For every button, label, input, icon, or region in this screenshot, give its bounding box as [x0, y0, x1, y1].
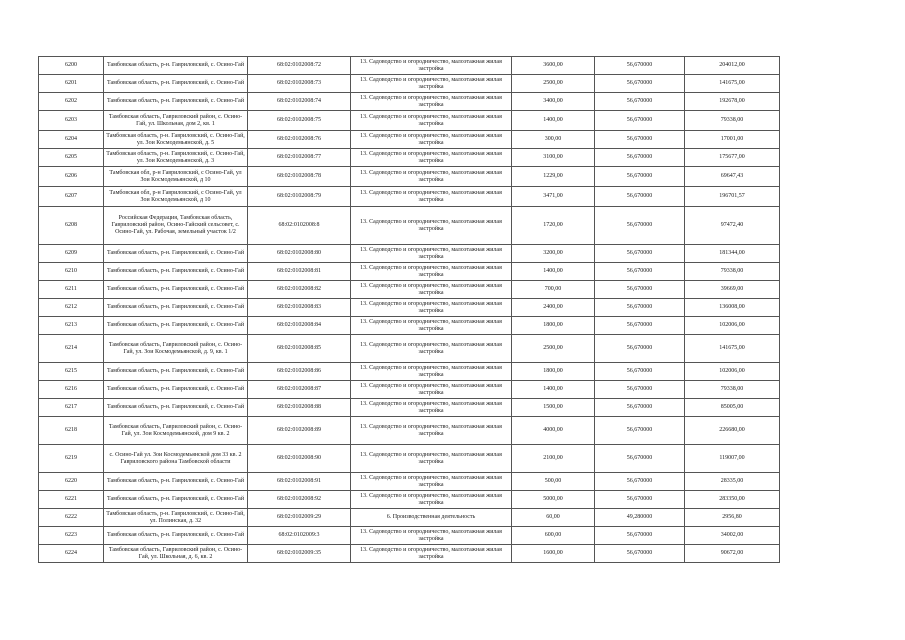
land-use-cell: 13. Садоводство и огородничество, малоэтажная жилая застройка: [351, 417, 512, 445]
cadastral-value-table: [38, 56, 780, 563]
area-cell: 1800,00: [512, 317, 595, 335]
area-cell: 1400,00: [512, 263, 595, 281]
cadastral-value-cell: 192678,00: [685, 93, 780, 111]
cadastral-number-cell: 68:02:0102008:79: [248, 187, 351, 207]
address-cell: Тамбовская обл, р-н Гавриловский, с Осино-Гай, ул Зои Космодемьянской, д 10: [104, 167, 248, 187]
area-cell: 1400,00: [512, 381, 595, 399]
specific-value-cell: 56,670000: [595, 363, 685, 381]
address-cell: Тамбовская область, р-н. Гавриловский, с. Осино-Гай: [104, 399, 248, 417]
table-row: [39, 131, 780, 149]
cadastral-number-cell: 68:02:0102008:91: [248, 473, 351, 491]
cadastral-value-cell: 69647,43: [685, 167, 780, 187]
table-row: [39, 111, 780, 131]
table-body: [39, 57, 780, 563]
specific-value-cell: 56,670000: [595, 207, 685, 245]
cadastral-number-cell: 68:02:0102008:81: [248, 263, 351, 281]
cadastral-number-cell: 68:02:0102008:92: [248, 491, 351, 509]
table-row: [39, 299, 780, 317]
table-row: [39, 149, 780, 167]
land-use-cell: 13. Садоводство и огородничество, малоэтажная жилая застройка: [351, 281, 512, 299]
land-use-cell: 13. Садоводство и огородничество, малоэтажная жилая застройка: [351, 399, 512, 417]
land-use-cell: 13. Садоводство и огородничество, малоэтажная жилая застройка: [351, 527, 512, 545]
address-cell: Тамбовская область, р-н. Гавриловский, с. Осино-Гай: [104, 317, 248, 335]
specific-value-cell: 56,670000: [595, 417, 685, 445]
area-cell: 2400,00: [512, 299, 595, 317]
row-number-cell: 6205: [39, 149, 104, 167]
table-row: [39, 187, 780, 207]
cadastral-value-cell: 136008,00: [685, 299, 780, 317]
specific-value-cell: 56,670000: [595, 75, 685, 93]
cadastral-value-cell: 97472,40: [685, 207, 780, 245]
address-cell: Тамбовская область, р-н. Гавриловский, с. Осино-Гай, ул. Полинская, д. 32: [104, 509, 248, 527]
land-use-cell: 13. Садоводство и огородничество, малоэтажная жилая застройка: [351, 111, 512, 131]
cadastral-value-cell: 79338,00: [685, 111, 780, 131]
area-cell: 500,00: [512, 473, 595, 491]
cadastral-number-cell: 68:02:0102008:87: [248, 381, 351, 399]
cadastral-number-cell: 68:02:0102008:83: [248, 299, 351, 317]
address-cell: с. Осино-Гай ул. Зои Космодемьянской дом 33 кв. 2 Гавриловского района Тамбовской области: [104, 445, 248, 473]
area-cell: 3200,00: [512, 245, 595, 263]
cadastral-value-cell: 204012,00: [685, 57, 780, 75]
table-row: [39, 527, 780, 545]
land-use-cell: 13. Садоводство и огородничество, малоэтажная жилая застройка: [351, 491, 512, 509]
cadastral-value-cell: 283350,00: [685, 491, 780, 509]
address-cell: Тамбовская область, р-н. Гавриловский, с. Осино-Гай: [104, 381, 248, 399]
specific-value-cell: 56,670000: [595, 399, 685, 417]
specific-value-cell: 56,670000: [595, 245, 685, 263]
address-cell: Тамбовская область, р-н. Гавриловский, с. Осино-Гай: [104, 299, 248, 317]
table-row: [39, 167, 780, 187]
area-cell: 3100,00: [512, 149, 595, 167]
specific-value-cell: 56,670000: [595, 167, 685, 187]
table-row: [39, 75, 780, 93]
land-use-cell: 13. Садоводство и огородничество, малоэтажная жилая застройка: [351, 317, 512, 335]
row-number-cell: 6208: [39, 207, 104, 245]
land-use-cell: 13. Садоводство и огородничество, малоэтажная жилая застройка: [351, 381, 512, 399]
cadastral-value-cell: 34002,00: [685, 527, 780, 545]
row-number-cell: 6216: [39, 381, 104, 399]
land-use-cell: 13. Садоводство и огородничество, малоэтажная жилая застройка: [351, 131, 512, 149]
land-use-cell: 13. Садоводство и огородничество, малоэтажная жилая застройка: [351, 263, 512, 281]
row-number-cell: 6203: [39, 111, 104, 131]
address-cell: Тамбовская область, Гавриловский район, с. Осино-Гай, ул. Школьная, дом 2, кв. 1: [104, 111, 248, 131]
cadastral-number-cell: 68:02:0102008:77: [248, 149, 351, 167]
area-cell: 2500,00: [512, 75, 595, 93]
table-row: [39, 509, 780, 527]
table-row: [39, 445, 780, 473]
specific-value-cell: 49,280000: [595, 509, 685, 527]
cadastral-value-cell: 102006,00: [685, 363, 780, 381]
address-cell: Тамбовская область, р-н. Гавриловский, с. Осино-Гай: [104, 363, 248, 381]
cadastral-number-cell: 68:02:0102008:74: [248, 93, 351, 111]
cadastral-value-cell: 102006,00: [685, 317, 780, 335]
cadastral-number-cell: 68:02:0102008:72: [248, 57, 351, 75]
row-number-cell: 6222: [39, 509, 104, 527]
area-cell: 600,00: [512, 527, 595, 545]
cadastral-value-cell: 90672,00: [685, 545, 780, 563]
table-row: [39, 399, 780, 417]
specific-value-cell: 56,670000: [595, 281, 685, 299]
table-row: [39, 281, 780, 299]
land-use-cell: 13. Садоводство и огородничество, малоэтажная жилая застройка: [351, 75, 512, 93]
land-use-cell: 13. Садоводство и огородничество, малоэтажная жилая застройка: [351, 363, 512, 381]
cadastral-number-cell: 68:02:0102008:73: [248, 75, 351, 93]
specific-value-cell: 56,670000: [595, 149, 685, 167]
address-cell: Тамбовская область, р-н. Гавриловский, с. Осино-Гай: [104, 527, 248, 545]
row-number-cell: 6224: [39, 545, 104, 563]
table-row: [39, 263, 780, 281]
cadastral-number-cell: 68:02:0102009:35: [248, 545, 351, 563]
address-cell: Тамбовская область, р-н. Гавриловский, с. Осино-Гай: [104, 473, 248, 491]
table-row: [39, 317, 780, 335]
row-number-cell: 6201: [39, 75, 104, 93]
specific-value-cell: 56,670000: [595, 335, 685, 363]
row-number-cell: 6204: [39, 131, 104, 149]
area-cell: 5000,00: [512, 491, 595, 509]
cadastral-number-cell: 68:02:0102009:3: [248, 527, 351, 545]
address-cell: Тамбовская область, Гавриловский район, с. Осино-Гай, ул. Зои Космодемьянской, дом 9 кв. 2: [104, 417, 248, 445]
cadastral-number-cell: 68:02:0102008:80: [248, 245, 351, 263]
cadastral-number-cell: 68:02:0102009:29: [248, 509, 351, 527]
row-number-cell: 6221: [39, 491, 104, 509]
cadastral-value-cell: 2956,80: [685, 509, 780, 527]
cadastral-value-cell: 141675,00: [685, 75, 780, 93]
address-cell: Тамбовская область, р-н. Гавриловский, с. Осино-Гай: [104, 93, 248, 111]
row-number-cell: 6207: [39, 187, 104, 207]
row-number-cell: 6220: [39, 473, 104, 491]
address-cell: Тамбовская область, р-н. Гавриловский, с. Осино-Гай: [104, 263, 248, 281]
area-cell: 60,00: [512, 509, 595, 527]
specific-value-cell: 56,670000: [595, 491, 685, 509]
cadastral-number-cell: 68:02:0102008:84: [248, 317, 351, 335]
land-use-cell: 13. Садоводство и огородничество, малоэтажная жилая застройка: [351, 473, 512, 491]
table-row: [39, 207, 780, 245]
row-number-cell: 6212: [39, 299, 104, 317]
land-use-cell: 13. Садоводство и огородничество, малоэтажная жилая застройка: [351, 187, 512, 207]
land-use-cell: 13. Садоводство и огородничество, малоэтажная жилая застройка: [351, 93, 512, 111]
specific-value-cell: 56,670000: [595, 527, 685, 545]
area-cell: 1800,00: [512, 363, 595, 381]
address-cell: Тамбовская обл, р-н Гавриловский, с Осино-Гай, ул Зои Космодемьянской, д 10: [104, 187, 248, 207]
cadastral-number-cell: 68:02:0102008:78: [248, 167, 351, 187]
specific-value-cell: 56,670000: [595, 317, 685, 335]
address-cell: Тамбовская область, Гавриловский район, с. Осино-Гай, ул. Зои Космодемьянской, д. 9, кв. 1: [104, 335, 248, 363]
specific-value-cell: 56,670000: [595, 187, 685, 207]
row-number-cell: 6211: [39, 281, 104, 299]
cadastral-value-cell: 17001,00: [685, 131, 780, 149]
area-cell: 3400,00: [512, 93, 595, 111]
cadastral-value-cell: 79338,00: [685, 381, 780, 399]
address-cell: Тамбовская область, р-н. Гавриловский, с. Осино-Гай: [104, 75, 248, 93]
land-use-cell: 13. Садоводство и огородничество, малоэтажная жилая застройка: [351, 335, 512, 363]
table-row: [39, 93, 780, 111]
address-cell: Тамбовская область, р-н. Гавриловский, с. Осино-Гай: [104, 281, 248, 299]
row-number-cell: 6223: [39, 527, 104, 545]
land-use-cell: 13. Садоводство и огородничество, малоэтажная жилая застройка: [351, 445, 512, 473]
row-number-cell: 6213: [39, 317, 104, 335]
address-cell: Тамбовская область, р-н. Гавриловский, с. Осино-Гай: [104, 57, 248, 75]
area-cell: 1400,00: [512, 111, 595, 131]
specific-value-cell: 56,670000: [595, 545, 685, 563]
specific-value-cell: 56,670000: [595, 299, 685, 317]
area-cell: 300,00: [512, 131, 595, 149]
land-use-cell: 13. Садоводство и огородничество, малоэтажная жилая застройка: [351, 57, 512, 75]
cadastral-value-cell: 119007,00: [685, 445, 780, 473]
cadastral-value-cell: 28335,00: [685, 473, 780, 491]
table-row: [39, 57, 780, 75]
table-row: [39, 491, 780, 509]
area-cell: 3471,00: [512, 187, 595, 207]
specific-value-cell: 56,670000: [595, 93, 685, 111]
cadastral-number-cell: 68:02:0102008:90: [248, 445, 351, 473]
row-number-cell: 6200: [39, 57, 104, 75]
cadastral-number-cell: 68:02:0102008:89: [248, 417, 351, 445]
area-cell: 1229,00: [512, 167, 595, 187]
cadastral-number-cell: 68:02:0102008:82: [248, 281, 351, 299]
row-number-cell: 6219: [39, 445, 104, 473]
table-row: [39, 417, 780, 445]
address-cell: Российская Федерация, Тамбовская область, Гавриловский район, Осино-Гайский сельсовет, с. Осино-Гай, ул. Рабочая, земельный участок 1/2: [104, 207, 248, 245]
table-row: [39, 335, 780, 363]
row-number-cell: 6202: [39, 93, 104, 111]
area-cell: 2500,00: [512, 335, 595, 363]
specific-value-cell: 56,670000: [595, 131, 685, 149]
cadastral-value-cell: 85005,00: [685, 399, 780, 417]
area-cell: 1500,00: [512, 399, 595, 417]
area-cell: 3600,00: [512, 57, 595, 75]
land-use-cell: 13. Садоводство и огородничество, малоэтажная жилая застройка: [351, 245, 512, 263]
cadastral-value-cell: 141675,00: [685, 335, 780, 363]
specific-value-cell: 56,670000: [595, 473, 685, 491]
row-number-cell: 6215: [39, 363, 104, 381]
table-row: [39, 473, 780, 491]
land-use-cell: 6. Производственная деятельность: [351, 509, 512, 527]
cadastral-number-cell: 68:02:0102008:85: [248, 335, 351, 363]
row-number-cell: 6210: [39, 263, 104, 281]
row-number-cell: 6206: [39, 167, 104, 187]
address-cell: Тамбовская область, р-н. Гавриловский, с. Осино-Гай: [104, 491, 248, 509]
specific-value-cell: 56,670000: [595, 111, 685, 131]
address-cell: Тамбовская область, р-н. Гавриловский, с. Осино-Гай, ул. Зои Космодемьянской, д. 3: [104, 149, 248, 167]
table-row: [39, 381, 780, 399]
cadastral-number-cell: 68:02:0102008:8: [248, 207, 351, 245]
area-cell: 2100,00: [512, 445, 595, 473]
area-cell: 4000,00: [512, 417, 595, 445]
row-number-cell: 6217: [39, 399, 104, 417]
cadastral-value-cell: 39669,00: [685, 281, 780, 299]
row-number-cell: 6209: [39, 245, 104, 263]
area-cell: 1600,00: [512, 545, 595, 563]
row-number-cell: 6218: [39, 417, 104, 445]
cadastral-number-cell: 68:02:0102008:88: [248, 399, 351, 417]
specific-value-cell: 56,670000: [595, 445, 685, 473]
row-number-cell: 6214: [39, 335, 104, 363]
cadastral-number-cell: 68:02:0102008:76: [248, 131, 351, 149]
table-row: [39, 545, 780, 563]
land-use-cell: 13. Садоводство и огородничество, малоэтажная жилая застройка: [351, 207, 512, 245]
address-cell: Тамбовская область, р-н. Гавриловский, с. Осино-Гай: [104, 245, 248, 263]
cadastral-value-cell: 226680,00: [685, 417, 780, 445]
land-use-cell: 13. Садоводство и огородничество, малоэтажная жилая застройка: [351, 149, 512, 167]
cadastral-value-cell: 181344,00: [685, 245, 780, 263]
specific-value-cell: 56,670000: [595, 263, 685, 281]
table-row: [39, 363, 780, 381]
cadastral-value-cell: 79338,00: [685, 263, 780, 281]
table-row: [39, 245, 780, 263]
land-use-cell: 13. Садоводство и огородничество, малоэтажная жилая застройка: [351, 299, 512, 317]
land-use-cell: 13. Садоводство и огородничество, малоэтажная жилая застройка: [351, 167, 512, 187]
specific-value-cell: 56,670000: [595, 381, 685, 399]
area-cell: 1720,00: [512, 207, 595, 245]
area-cell: 700,00: [512, 281, 595, 299]
address-cell: Тамбовская область, р-н. Гавриловский, с. Осино-Гай, ул. Зои Космодемьянской, д. 5: [104, 131, 248, 149]
specific-value-cell: 56,670000: [595, 57, 685, 75]
cadastral-number-cell: 68:02:0102008:86: [248, 363, 351, 381]
cadastral-value-cell: 196701,57: [685, 187, 780, 207]
address-cell: Тамбовская область, Гавриловский район, с. Осино-Гай, ул. Школьная, д. 6, кв. 2: [104, 545, 248, 563]
cadastral-number-cell: 68:02:0102008:75: [248, 111, 351, 131]
land-use-cell: 13. Садоводство и огородничество, малоэтажная жилая застройка: [351, 545, 512, 563]
cadastral-value-cell: 175677,00: [685, 149, 780, 167]
